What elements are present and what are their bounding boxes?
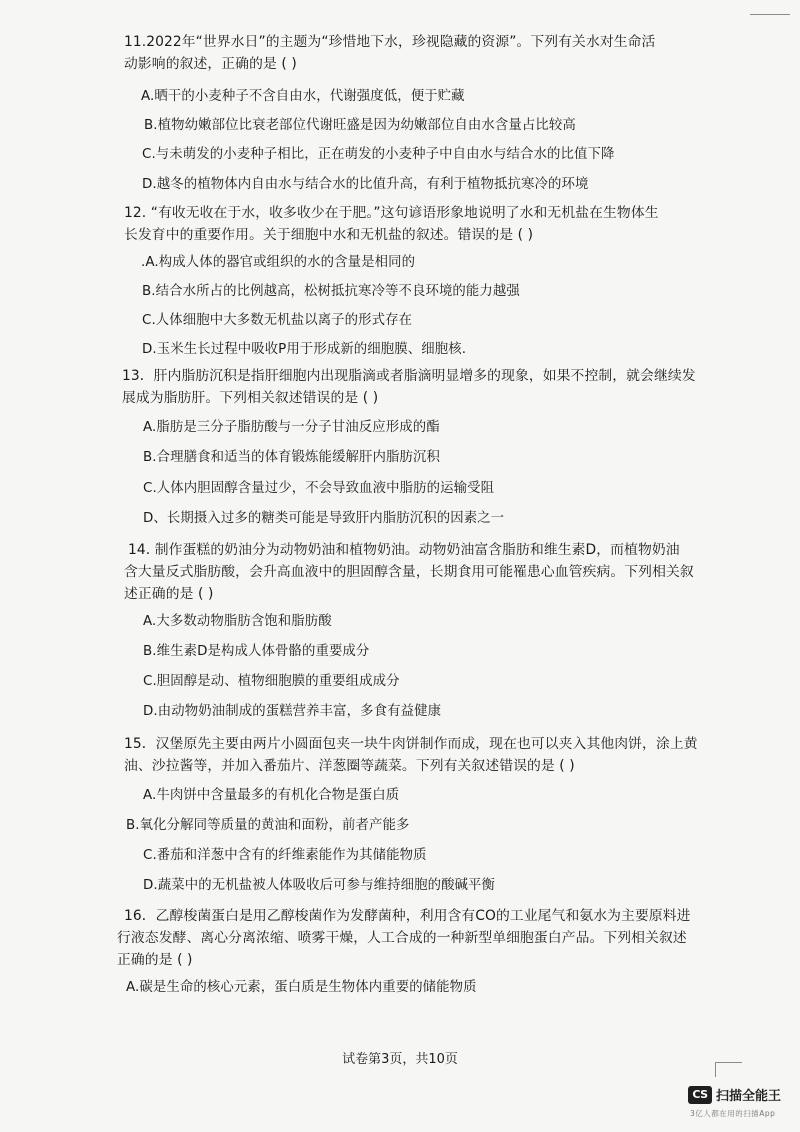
- answer-option: D.由动物奶油制成的蛋糕营养丰富，多食有益健康: [143, 704, 442, 719]
- answer-option: A.大多数动物脂肪含饱和脂肪酸: [143, 614, 332, 629]
- answer-option: A.牛肉饼中含量最多的有机化合物是蛋白质: [143, 788, 400, 803]
- answer-option: B.氧化分解同等质量的黄油和面粉，前者产能多: [126, 818, 410, 833]
- page-footer: 试卷第3页，共10页: [342, 1052, 458, 1067]
- question-stem-line: 12. “有收无收在于水，收多收少在于肥。”这句谚语形象地说明了水和无机盐在生物体生: [124, 205, 659, 221]
- question-stem-line: 述正确的是 ( ): [124, 586, 214, 602]
- answer-option: B.植物幼嫩部位比衰老部位代谢旺盛是因为幼嫩部位自由水含量占比较高: [144, 118, 576, 133]
- question-stem-line: 行液态发酵、离心分离浓缩、喷雾干燥，人工合成的一种新型单细胞蛋白产品。下列相关叙述: [117, 930, 687, 946]
- question-stem-line: 长发育中的重要作用。关于细胞中水和无机盐的叙述。错误的是 ( ): [124, 227, 534, 243]
- scanner-tagline: 3亿人都在用的扫描App: [690, 1109, 776, 1118]
- question-stem-line: 13．肝内脂肪沉积是指肝细胞内出现脂滴或者脂滴明显增多的现象，如果不控制，就会继续发: [122, 368, 696, 384]
- answer-option: C.胆固醇是动、植物细胞膜的重要组成成分: [143, 674, 400, 689]
- camscanner-logo-icon: CS: [688, 1086, 712, 1104]
- answer-option: A.脂肪是三分子脂肪酸与一分子甘油反应形成的酯: [143, 420, 440, 435]
- answer-option: C.人体细胞中大多数无机盐以离子的形式存在: [142, 313, 413, 328]
- scanner-watermark: [688, 1085, 781, 1104]
- answer-option: A.碳是生命的核心元素，蛋白质是生物体内重要的储能物质: [126, 980, 477, 995]
- answer-option: C.与未萌发的小麦种子相比，正在萌发的小麦种子中自由水与结合水的比值下降: [142, 147, 615, 162]
- answer-option: A.晒干的小麦种子不含自由水，代谢强度低，便于贮藏: [141, 89, 465, 104]
- question-stem-line: 正确的是 ( ): [117, 952, 193, 968]
- answer-option: D.越冬的植物体内自由水与结合水的比值升高，有利于植物抵抗寒冷的环境: [142, 177, 589, 192]
- answer-option: C.番茄和洋葱中含有的纤维素能作为其储能物质: [143, 848, 427, 863]
- answer-option: D.玉米生长过程中吸收P用于形成新的细胞膜、细胞核.: [142, 342, 467, 357]
- scanner-app-name: 扫描全能王: [716, 1089, 782, 1104]
- question-stem-line: 14. 制作蛋糕的奶油分为动物奶油和植物奶油。动物奶油富含脂肪和维生素D，而植物奶油: [128, 542, 680, 558]
- question-stem-line: 15．汉堡原先主要由两片小圆面包夹一块牛肉饼制作而成，现在也可以夹入其他肉饼，涂上黄: [124, 736, 698, 752]
- question-stem-line: 11.2022年“世界水日”的主题为“珍惜地下水，珍视隐藏的资源”。下列有关水对生命活: [124, 34, 656, 50]
- answer-option: B.维生素D是构成人体骨骼的重要成分: [143, 644, 370, 659]
- question-stem-line: 16．乙醇梭菌蛋白是用乙醇梭菌作为发酵菌种，利用含有CO的工业尾气和氨水为主要原料进: [124, 908, 691, 924]
- answer-option: .A.构成人体的器官或组织的水的含量是相同的: [141, 255, 416, 270]
- answer-option: D、长期摄入过多的糖类可能是导致肝内脂肪沉积的因素之一: [143, 511, 505, 526]
- scan-corner-mark: [750, 4, 790, 15]
- answer-option: B.合理膳食和适当的体育锻炼能缓解肝内脂肪沉积: [143, 450, 440, 465]
- answer-option: B.结合水所占的比例越高，松树抵抗寒冷等不良环境的能力越强: [142, 284, 520, 299]
- answer-option: D.蔬菜中的无机盐被人体吸收后可参与维持细胞的酸碱平衡: [143, 878, 496, 893]
- question-stem-line: 油、沙拉酱等，并加入番茄片、洋葱圈等蔬菜。下列有关叙述错误的是 ( ): [124, 758, 575, 774]
- question-stem-line: 展成为脂肪肝。下列相关叙述错误的是 ( ): [122, 390, 379, 406]
- answer-option: C.人体内胆固醇含量过少，不会导致血液中脂肪的运输受阻: [143, 481, 495, 496]
- question-stem-line: 动影响的叙述，正确的是 ( ): [124, 56, 297, 72]
- question-stem-line: 含大量反式脂肪酸，会升高血液中的胆固醇含量，长期食用可能罹患心血管疾病。下列相关叙: [124, 564, 694, 580]
